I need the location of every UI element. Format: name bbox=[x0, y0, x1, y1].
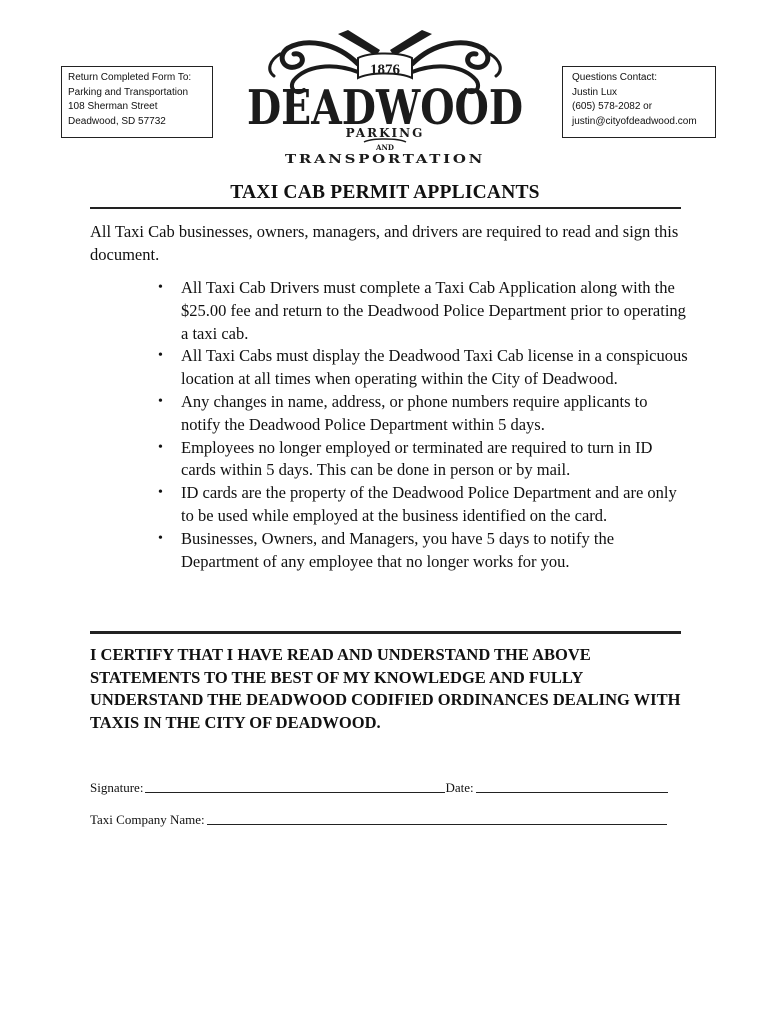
contact-heading: Questions Contact: bbox=[572, 72, 658, 83]
requirement-text: Any changes in name, address, or phone numbers require applicants to notify the Deadwood Police Department within 5 days. bbox=[181, 391, 648, 434]
title-divider bbox=[90, 207, 681, 209]
signature-row bbox=[90, 776, 682, 796]
company-name-field[interactable] bbox=[207, 824, 667, 825]
intro-paragraph: All Taxi Cab businesses, owners, managers, and drivers are required to read and sign this document. bbox=[90, 222, 679, 264]
return-line-2: 108 Sherman Street bbox=[68, 101, 158, 112]
contact-box bbox=[562, 66, 716, 138]
list-item bbox=[158, 482, 688, 528]
bullet-icon: • bbox=[158, 439, 163, 455]
requirement-text: ID cards are the property of the Deadwood Police Department and are only to be used while employed at the business identified on the card. bbox=[181, 483, 677, 525]
contact-phone: (605) 578-2082 or bbox=[572, 101, 653, 112]
signature-label: Signature: bbox=[90, 780, 144, 795]
requirement-text: All Taxi Cabs must display the Deadwood Taxi Cab license in a conspicuous location at all times when operating within the City of Deadwood. bbox=[181, 346, 688, 389]
logo-and: AND bbox=[376, 143, 394, 152]
company-name-label: Taxi Company Name: bbox=[90, 812, 205, 827]
logo-name: DEADWOOD bbox=[247, 80, 523, 136]
bullet-icon: • bbox=[158, 485, 163, 501]
certification-statement: I CERTIFY THAT I HAVE READ AND UNDERSTAND THE ABOVE STATEMENTS TO THE BEST OF MY KNOWLEDGE AND FULLY UNDERSTAND THE DEADWOOD CODIFIED ORDINANCES DEALING WITH TAXIS IN THE CITY OF DEADWOOD. bbox=[90, 645, 681, 732]
bullet-icon: • bbox=[158, 393, 163, 409]
return-address-box bbox=[61, 66, 213, 138]
contact-name: Justin Lux bbox=[572, 86, 618, 98]
date-label: Date: bbox=[445, 780, 474, 795]
logo-parking: PARKING bbox=[345, 126, 425, 140]
requirements-list bbox=[158, 277, 688, 573]
list-item bbox=[158, 437, 688, 483]
requirement-text: Businesses, Owners, and Managers, you have 5 days to notify the Department of any employee that no longer works for you. bbox=[181, 528, 615, 571]
logo-transportation: TRANSPORTATION bbox=[285, 152, 485, 166]
certification-divider bbox=[90, 631, 681, 634]
requirement-text: All Taxi Cab Drivers must complete a Taxi Cab Application along with the $25.00 fee and return to the Deadwood Police Department prior to operating a taxi cab. bbox=[181, 278, 686, 343]
bullet-icon: • bbox=[158, 280, 163, 295]
company-row bbox=[90, 808, 682, 828]
return-line-3: Deadwood, SD 57732 bbox=[68, 115, 166, 127]
list-item bbox=[158, 391, 688, 437]
document-title: TAXI CAB PERMIT APPLICANTS bbox=[230, 182, 540, 203]
return-line-1: Parking and Transportation bbox=[68, 86, 189, 98]
return-heading: Return Completed Form To: bbox=[68, 72, 192, 83]
contact-email[interactable]: justin@cityofdeadwood.com bbox=[572, 115, 697, 127]
deadwood-logo bbox=[240, 24, 530, 169]
bullet-icon: • bbox=[158, 530, 163, 546]
list-item bbox=[158, 528, 688, 574]
list-item bbox=[158, 277, 688, 345]
bullet-icon: • bbox=[158, 348, 163, 364]
requirement-text: Employees no longer employed or terminated are required to turn in ID cards within 5 days. This can be done in person or by mail. bbox=[181, 437, 653, 480]
date-field[interactable] bbox=[476, 792, 668, 793]
signature-field[interactable] bbox=[145, 792, 445, 793]
logo-year: 1876 bbox=[370, 62, 400, 78]
list-item bbox=[158, 345, 688, 391]
